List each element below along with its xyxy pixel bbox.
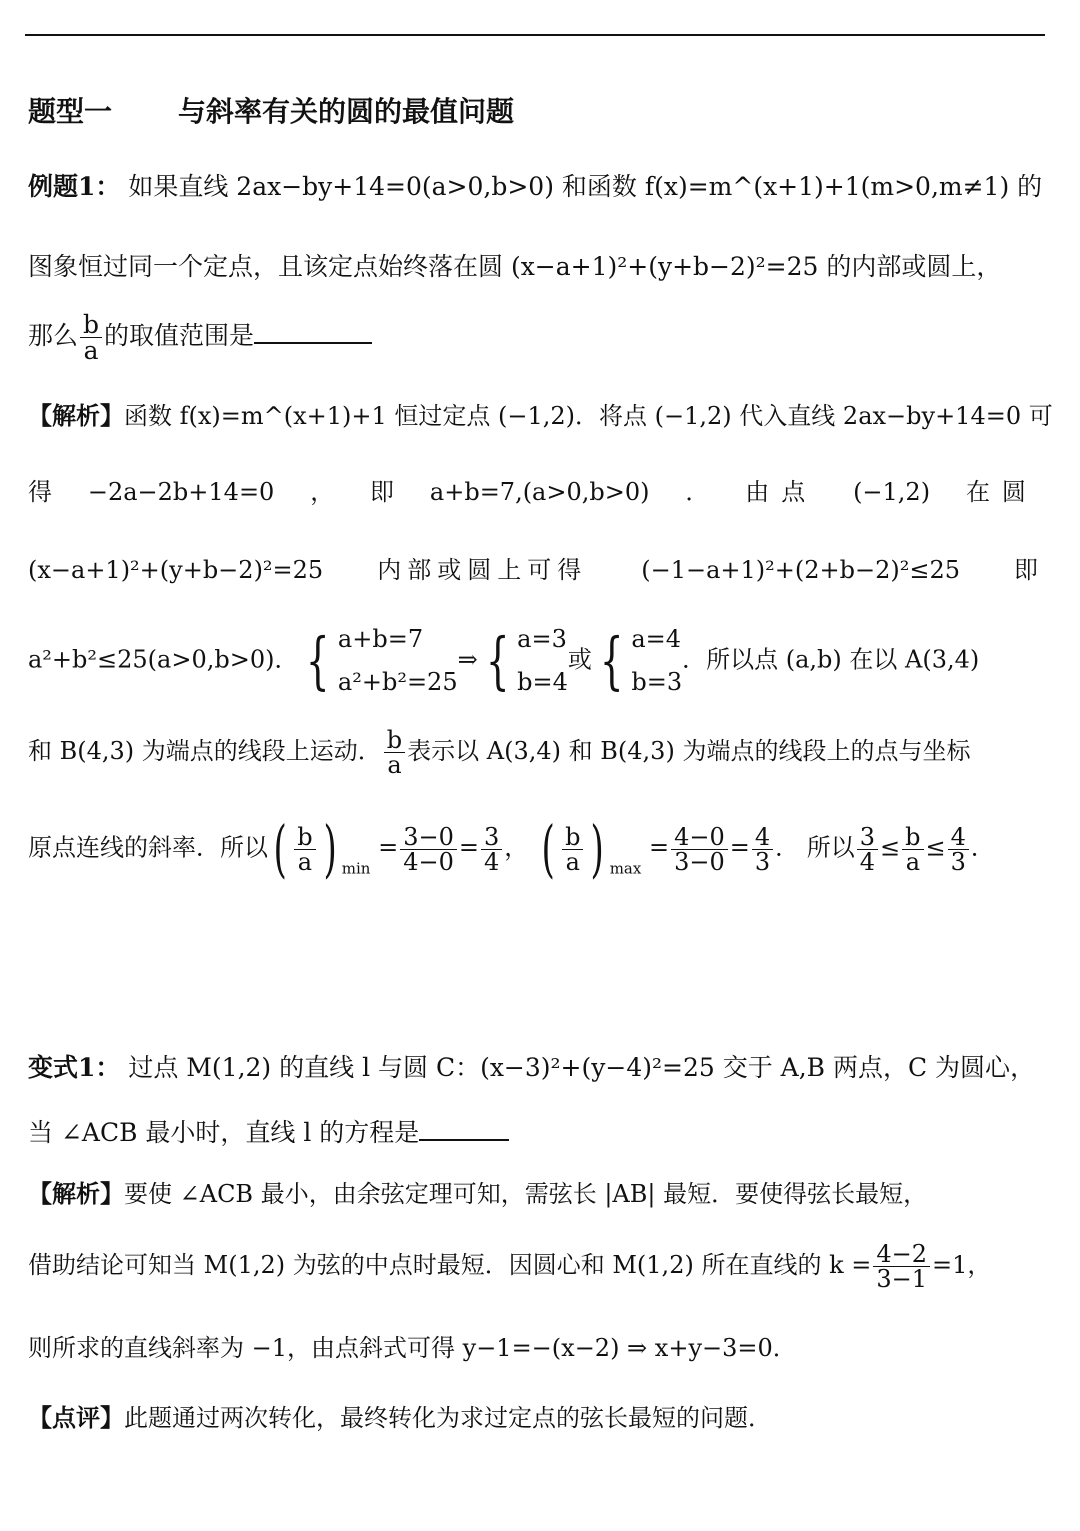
r-mid-num: b: [902, 825, 923, 850]
frac2-num: b: [384, 728, 405, 753]
frac-3-over-4: [481, 822, 502, 876]
fraction-b-over-a: [80, 312, 102, 363]
k-num: 4−2: [873, 1242, 930, 1267]
top-rule: [25, 34, 1045, 36]
k-den: 3−1: [876, 1265, 928, 1293]
s1-l3b: 内部或圆上可得: [377, 556, 588, 584]
example1-text2: 图象恒过同一个定点，且该定点始终落在圆 (x−a+1)²+(y+b−2)²=25 的内部或圆上，: [28, 252, 1002, 281]
sys2-top: a=3: [517, 625, 567, 653]
section-heading: [28, 95, 515, 128]
s1-l2e: a+b=7,(a>0,b>0): [429, 478, 650, 506]
s1-l2c: ，: [310, 478, 335, 506]
solution2-tag: 【解析】: [28, 1179, 124, 1208]
solution1-line1: [28, 401, 1053, 430]
solution2-text1: 要使 ∠ACB 最小，由余弦定理可知，需弦长 |AB| 最短．要使得弦长最短，: [124, 1180, 928, 1208]
fmax-den: a: [565, 847, 580, 876]
fmin-num: b: [294, 825, 315, 850]
s1-l4b: ．所以点 (a,b) 在以 A(3,4): [682, 645, 980, 674]
example1-label: 例题1：: [28, 172, 121, 201]
eq2: =: [458, 833, 479, 862]
eq3: =: [648, 833, 670, 862]
s1-l2b: −2a−2b+14=0: [87, 478, 275, 506]
example1-line1: [28, 174, 1042, 199]
variant1-text2: 当 ∠ACB 最小时，直线 l 的方程是: [28, 1118, 420, 1147]
left-brace-2: {: [485, 624, 510, 698]
so-word: 所以: [806, 833, 855, 862]
sys1-bot: a²+b²=25: [337, 668, 458, 697]
left-brace-3: {: [599, 624, 624, 698]
solution2-line3: [28, 1336, 797, 1360]
max-subscript: max: [609, 859, 642, 878]
eq1: =: [378, 833, 399, 862]
frac-min-b-a: [294, 822, 315, 876]
solution2-text3: 则所求的直线斜率为 −1，由点斜式可得 y−1=−(x−2) ⇒ x+y−3=0．: [28, 1334, 797, 1362]
s1-l5b: 表示以 A(3,4) 和 B(4,3) 为端点的线段上的点与坐标: [407, 737, 971, 765]
heading-label: 题型一: [28, 95, 113, 128]
s1-l2g: 由点: [745, 478, 818, 506]
s1-l5a: 和 B(4,3) 为端点的线段上运动．: [28, 737, 382, 765]
fmax1-num: 4−0: [671, 825, 728, 850]
fraction-b-over-a-2: [384, 728, 405, 777]
frac-k: [873, 1242, 930, 1291]
frac-range-lo: [857, 822, 878, 876]
le1: ≤: [880, 833, 901, 862]
solution1-line6: [28, 812, 995, 885]
sys1-top: a+b=7: [337, 625, 424, 653]
example1-text3-pre: 那么: [28, 321, 79, 350]
r-mid-den: a: [905, 847, 920, 876]
implies: ⇒: [457, 645, 478, 674]
period1: ．: [775, 833, 800, 862]
or-word: 或: [567, 645, 592, 674]
lparen: (: [273, 812, 287, 885]
s1-l3c: (−1−a+1)²+(2+b−2)²≤25: [641, 556, 960, 584]
s1-l2h: (−1,2): [853, 478, 931, 506]
fmax2-num: 4: [752, 825, 773, 850]
solution1-line4: [28, 618, 979, 704]
fmin-den: a: [297, 847, 313, 876]
fmin2-den: 4: [483, 847, 500, 876]
s1-l6a: 原点连线的斜率．所以: [28, 833, 268, 862]
variant1-line2: [28, 1120, 509, 1145]
frac-denominator: a: [83, 336, 99, 365]
solution1-line5: [28, 728, 970, 777]
frac-4-0-over-3-0: [671, 822, 728, 876]
rparen: ): [323, 812, 337, 885]
lparen-2: (: [541, 812, 555, 885]
fmax2-den: 3: [754, 847, 771, 876]
system-1: [338, 618, 458, 704]
variant1-label: 变式1：: [28, 1053, 121, 1082]
eq4: =: [729, 833, 750, 862]
min-subscript: min: [341, 859, 371, 878]
rparen-2: ): [590, 812, 605, 885]
s1-l2d: 即: [370, 478, 395, 506]
solution2-text2b: =1，: [932, 1251, 992, 1279]
sys3-top: a=4: [631, 625, 682, 653]
answer-blank-2: [419, 1139, 509, 1141]
s1-l3a: (x−a+1)²+(y+b−2)²=25: [28, 556, 324, 584]
sys3-bot: b=3: [631, 668, 683, 697]
s1-l2f: ．: [685, 478, 710, 506]
r-lo-den: 4: [859, 847, 876, 876]
frac-max-b-a: [562, 822, 583, 876]
frac-range-mid: [902, 822, 923, 876]
system-3: [631, 618, 682, 704]
s1-l2a: 得: [28, 478, 52, 506]
s1-l4a: a²+b²≤25(a>0,b>0)．: [28, 645, 299, 674]
solution1-tag: 【解析】: [28, 401, 124, 430]
comment-tag: 【点评】: [28, 1403, 124, 1432]
solution2-line2: [28, 1242, 991, 1291]
frac-numerator: b: [80, 312, 102, 338]
comment-text: 此题通过两次转化，最终转化为求过定点的弦长最短的问题．: [124, 1404, 772, 1432]
variant1-line1: [28, 1055, 1035, 1080]
frac-3-0-over-4-0: [400, 822, 457, 876]
s1-l3d: 即: [1014, 556, 1038, 584]
comma: ，: [504, 833, 529, 862]
frac2-den: a: [387, 751, 402, 779]
frac-4-over-3: [752, 822, 773, 876]
variant1-text1: 过点 M(1,2) 的直线 l 与圆 C：(x−3)²+(y−4)²=25 交于 A,B 两点，C 为圆心，: [128, 1053, 1036, 1082]
example1-line3: [28, 312, 372, 363]
left-brace-1: {: [306, 624, 331, 698]
solution2-text2a: 借助结论可知当 M(1,2) 为弦的中点时最短．因圆心和 M(1,2) 所在直线的 k =: [28, 1251, 872, 1279]
solution2-line1: [28, 1179, 928, 1208]
heading-text: 与斜率有关的圆的最值问题: [178, 95, 515, 128]
example1-text3-post: 的取值范围是: [104, 321, 255, 350]
comment-line: [28, 1403, 772, 1432]
sys2-bot: b=4: [517, 668, 568, 697]
r-hi-num: 4: [948, 825, 969, 850]
r-lo-num: 3: [857, 825, 878, 850]
frac-range-hi: [948, 822, 969, 876]
fmin1-den: 4−0: [403, 847, 454, 876]
s1-l2i: 在圆: [965, 478, 1038, 506]
fmin1-num: 3−0: [400, 825, 457, 850]
fmax1-den: 3−0: [674, 847, 725, 876]
example1-text1: 如果直线 2ax−by+14=0(a>0,b>0) 和函数 f(x)=m^(x+1)+1(m>0,m≠1) 的: [128, 172, 1043, 201]
answer-blank: [254, 342, 372, 344]
r-hi-den: 3: [950, 847, 966, 876]
system-2: [517, 618, 568, 704]
period2: ．: [970, 833, 995, 862]
solution1-text1: 函数 f(x)=m^(x+1)+1 恒过定点 (−1,2)．将点 (−1,2) 代入直线 2ax−by+14=0 可: [124, 402, 1053, 430]
le2: ≤: [925, 833, 946, 862]
example1-line2: [28, 254, 1001, 279]
fmin2-num: 3: [481, 825, 502, 850]
solution1-line3: [28, 558, 1038, 582]
solution1-line2: [28, 480, 1038, 504]
fmax-num: b: [562, 825, 583, 850]
